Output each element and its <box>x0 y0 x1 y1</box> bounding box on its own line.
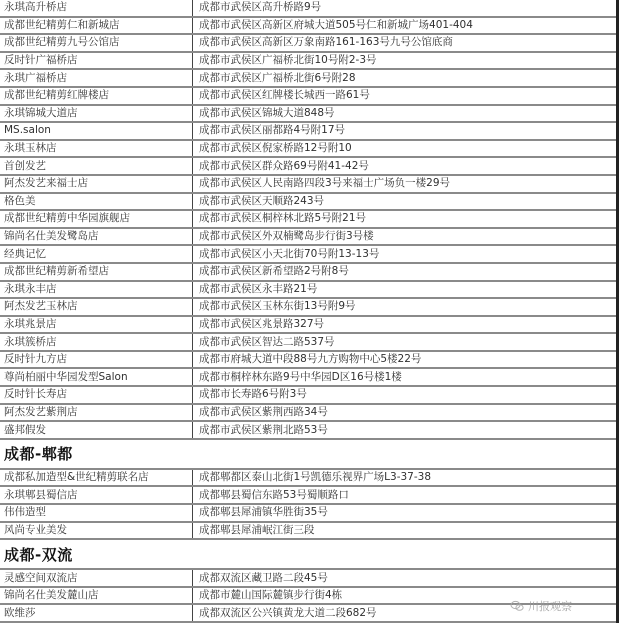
store-address-cell: 成都市武侯区天顺路243号 <box>199 194 325 207</box>
section-header <box>0 440 616 470</box>
store-address-cell: 成都市武侯区智达二路537号 <box>199 335 335 348</box>
store-name-cell: 格色美 <box>0 194 193 210</box>
table-row <box>0 369 616 387</box>
table-row <box>0 246 616 264</box>
store-address-cell: 成都市武侯区丽都路4号附17号 <box>199 124 346 137</box>
store-name-cell: 反时针长寿店 <box>0 387 193 403</box>
store-address-cell: 成都市桐梓林东路9号中华园D区16号楼1楼 <box>199 370 402 383</box>
store-address-cell: 成都市武侯区高新区万象南路161-163号九号公馆底商 <box>199 36 453 49</box>
store-name-cell: 成都世纪精剪仁和新城店 <box>0 18 193 34</box>
store-name-cell: 永琪簇桥店 <box>0 334 193 350</box>
store-address-cell: 成都双流区藏卫路二段45号 <box>199 571 328 584</box>
store-address-cell: 成都市武侯区外双楠鹭岛步行街3号楼 <box>199 230 374 243</box>
store-name-cell: 成都世纪精剪中华园旗舰店 <box>0 211 193 227</box>
store-address-cell: 成都市武侯区群众路69号附41-42号 <box>199 159 369 172</box>
store-address-cell: 成都郫县蜀信东路53号蜀顺路口 <box>199 488 349 501</box>
table-row <box>0 123 616 141</box>
store-name-cell: 永琪广福桥店 <box>0 70 193 86</box>
table-row <box>0 317 616 335</box>
table-row <box>0 176 616 194</box>
store-address-cell: 成都市武侯区锦城大道848号 <box>199 106 335 119</box>
store-address-cell: 成都市武侯区紫荆北路53号 <box>199 423 328 436</box>
table-row <box>0 505 616 523</box>
store-address-cell: 成都市武侯区高新区府城大道505号仁和新城广场401-404 <box>199 18 473 31</box>
store-address-cell: 成都双流区公兴镇黄龙大道二段682号 <box>199 606 377 619</box>
store-address-cell: 成都市武侯区小天北街70号附13-13号 <box>199 247 380 260</box>
table-row <box>0 53 616 71</box>
store-address-cell: 成都市武侯区红牌楼长城西一路61号 <box>199 89 370 102</box>
store-address-cell: 成都市武侯区高升桥路9号 <box>199 1 322 14</box>
store-address-cell: 成都市武侯区玉林东街13号附9号 <box>199 300 356 313</box>
table-row <box>0 106 616 124</box>
table-row <box>0 487 616 505</box>
store-address-cell: 成都市武侯区新希望路2号附8号 <box>199 265 349 278</box>
table-row <box>0 470 616 488</box>
section-header <box>0 540 616 570</box>
store-name-cell: 永琪永丰店 <box>0 282 193 298</box>
store-address-cell: 成都市武侯区兆景路327号 <box>199 317 325 330</box>
table-row <box>0 299 616 317</box>
store-name-cell: 锦尚名仕美发鹭岛店 <box>0 229 193 245</box>
store-address-cell: 成都市武侯区桐梓林北路5号附21号 <box>199 212 367 225</box>
store-name-cell: 永琪玉林店 <box>0 141 193 157</box>
store-name-cell: 盛邦假发 <box>0 422 193 438</box>
store-name-cell: 反时针广福桥店 <box>0 53 193 69</box>
table-row <box>0 570 616 588</box>
store-name-cell: 反时针九方店 <box>0 352 193 368</box>
store-address-cell: 成都市府城大道中段88号九方购物中心5楼22号 <box>199 353 422 366</box>
store-name-cell: 阿杰发艺玉林店 <box>0 299 193 315</box>
wechat-icon <box>510 600 524 612</box>
store-name-cell: 成都世纪精剪九号公馆店 <box>0 35 193 51</box>
store-address-cell: 成都市武侯区人民南路四段3号来福士广场负一楼29号 <box>199 177 451 190</box>
store-address-cell: 成都市麓山国际麓镇步行街4栋 <box>199 589 343 602</box>
table-row <box>0 422 616 440</box>
table-row <box>0 352 616 370</box>
store-name-cell: 阿杰发艺来福士店 <box>0 176 193 192</box>
store-name-cell: 风尚专业美发 <box>0 523 193 539</box>
store-address-cell: 成都市长寿路6号附3号 <box>199 388 307 401</box>
store-name-cell: MS.salon <box>0 123 193 139</box>
store-name-cell: 永琪兆景店 <box>0 317 193 333</box>
store-address-cell: 成都市武侯区永丰路21号 <box>199 282 318 295</box>
store-name-cell: 首创发艺 <box>0 158 193 174</box>
store-address-cell: 成都市武侯区广福桥北街10号附2-3号 <box>199 54 377 67</box>
section-title: 成都-郫都 <box>4 445 73 464</box>
table-row <box>0 387 616 405</box>
store-name-cell: 永琪锦城大道店 <box>0 106 193 122</box>
store-address-cell: 成都市武侯区紫荆西路34号 <box>199 405 328 418</box>
store-address-cell: 成都郫县犀浦镇华胜街35号 <box>199 506 328 519</box>
store-name-cell: 灵感空间双流店 <box>0 570 193 586</box>
store-name-cell: 尊尚柏丽中华园发型Salon <box>0 369 193 385</box>
store-name-cell: 锦尚名仕美发麓山店 <box>0 588 193 604</box>
table-row <box>0 523 616 541</box>
store-name-cell: 成都世纪精剪红牌楼店 <box>0 88 193 104</box>
table-row <box>0 0 616 18</box>
store-name-cell: 经典记忆 <box>0 246 193 262</box>
table-row <box>0 158 616 176</box>
store-address-cell: 成都市武侯区广福桥北街6号附28 <box>199 71 356 84</box>
table-row <box>0 229 616 247</box>
table-row <box>0 264 616 282</box>
store-name-cell: 伟伟造型 <box>0 505 193 521</box>
table-row <box>0 282 616 300</box>
store-name-cell: 欧维莎 <box>0 605 193 621</box>
store-address-cell: 成都郫县犀浦岷江街三段 <box>199 523 315 536</box>
table-row <box>0 88 616 106</box>
section-title: 成都-双流 <box>4 545 73 564</box>
table-row <box>0 35 616 53</box>
table-row <box>0 405 616 423</box>
table-row <box>0 194 616 212</box>
table-row <box>0 211 616 229</box>
table-row <box>0 334 616 352</box>
table-row <box>0 70 616 88</box>
watermark <box>510 598 572 614</box>
store-name-cell: 阿杰发艺紫荆店 <box>0 405 193 421</box>
store-name-cell: 永琪高升桥店 <box>0 0 193 16</box>
store-address-cell: 成都郫都区泰山北街1号凯德乐视界广场L3-37-38 <box>199 471 432 484</box>
store-name-cell: 永琪郫县蜀信店 <box>0 487 193 503</box>
store-name-cell: 成都世纪精剪新希望店 <box>0 264 193 280</box>
table-row <box>0 141 616 159</box>
watermark-text: 川报观察 <box>528 600 572 613</box>
store-name-cell: 成都私加造型&世纪精剪联名店 <box>0 470 193 486</box>
table-row <box>0 18 616 36</box>
store-address-cell: 成都市武侯区倪家桥路12号附10 <box>199 142 352 155</box>
